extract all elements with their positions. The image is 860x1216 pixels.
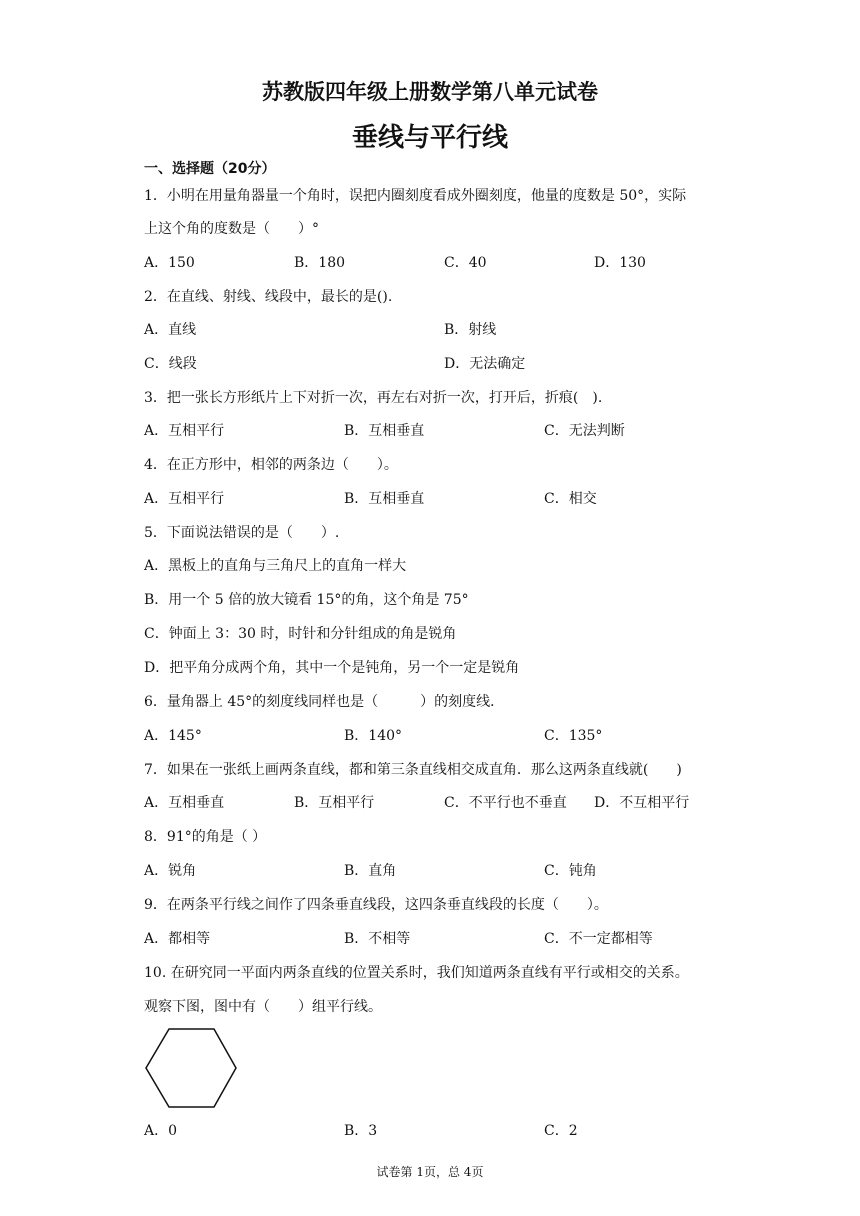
question-6-option-b: B．140° [344,728,403,744]
question-4-option-c: C．相交 [544,491,597,507]
question-8-option-c: C．钝角 [544,863,597,879]
question-8-line-1: 8．91°的角是（ ） [144,829,267,845]
question-7-line-1: 7．如果在一张纸上画两条直线，都和第三条直线相交成直角．那么这两条直线就( ) [144,762,682,778]
hexagon-figure [143,1026,239,1110]
question-10-line-2: 观察下图，图中有（ ）组平行线。 [144,999,382,1015]
question-5-line-1: 5．下面说法错误的是（ ）. [144,525,340,541]
question-1-option-d: D．130 [594,255,646,271]
question-2-line-1: 2．在直线、射线、线段中，最长的是(). [144,289,393,305]
question-10-option-c: C．2 [544,1123,578,1139]
question-7-option-b: B．互相平行 [294,795,375,811]
question-1-option-b: B．180 [294,255,346,271]
question-5-option-c: C．钟面上 3：30 时，时针和分针组成的角是锐角 [144,626,457,642]
question-2-option-d: D．无法确定 [444,356,526,372]
question-5-option-d: D．把平角分成两个角，其中一个是钝角，另一个一定是锐角 [144,660,520,676]
question-6-option-a: A．145° [144,728,202,744]
question-3-option-a: A．互相平行 [144,423,225,439]
question-4-option-b: B．互相垂直 [344,491,425,507]
question-9-line-1: 9．在两条平行线之间作了四条垂直线段，这四条垂直线段的长度（ ）。 [144,897,608,913]
question-10-option-a: A．0 [144,1123,178,1139]
hexagon-shape [146,1029,236,1107]
question-9-option-b: B．不相等 [344,931,411,947]
question-1-line-1: 1．小明在用量角器量一个角时，误把内圈刻度看成外圈刻度，他量的度数是 50°，实际 [144,188,687,204]
question-8-option-b: B．直角 [344,863,397,879]
exam-title: 苏教版四年级上册数学第八单元试卷 [262,80,598,104]
question-4-option-a: A．互相平行 [144,491,225,507]
question-5-option-b: B．用一个 5 倍的放大镜看 15°的角，这个角是 75° [144,592,469,608]
question-5-option-a: A．黑板上的直角与三角尺上的直角一样大 [144,558,407,574]
question-7-option-d: D．不互相平行 [594,795,690,811]
exam-subtitle: 垂线与平行线 [351,123,508,153]
question-6-option-c: C．135° [544,728,603,744]
question-3-line-1: 3．把一张长方形纸片上下对折一次，再左右对折一次，打开后，折痕( ). [144,390,603,406]
question-7-option-a: A．互相垂直 [144,795,225,811]
question-2-option-b: B．射线 [444,322,497,338]
question-1-option-a: A．150 [144,255,195,271]
question-6-line-1: 6．量角器上 45°的刻度线同样也是（ ）的刻度线． [144,694,505,710]
question-1-line-2: 上这个角的度数是（ ）° [144,221,319,237]
question-2-option-c: C．线段 [144,356,197,372]
section-heading: 一、选择题（20分） [144,161,276,177]
question-1-option-c: C．40 [444,255,487,271]
question-3-option-b: B．互相垂直 [344,423,425,439]
page-footer: 试卷第 1页，总 4页 [376,1165,484,1179]
question-2-option-a: A．直线 [144,322,197,338]
question-3-option-c: C．无法判断 [544,423,625,439]
question-8-option-a: A．锐角 [144,863,197,879]
question-9-option-a: A．都相等 [144,931,211,947]
question-9-option-c: C．不一定都相等 [544,931,653,947]
question-4-line-1: 4．在正方形中，相邻的两条边（ ）。 [144,457,398,473]
question-10-option-b: B．3 [344,1123,378,1139]
question-7-option-c: C．不平行也不垂直 [444,795,567,811]
question-10-line-1: 10. 在研究同一平面内两条直线的位置关系时，我们知道两条直线有平行或相交的关系。 [144,965,689,981]
